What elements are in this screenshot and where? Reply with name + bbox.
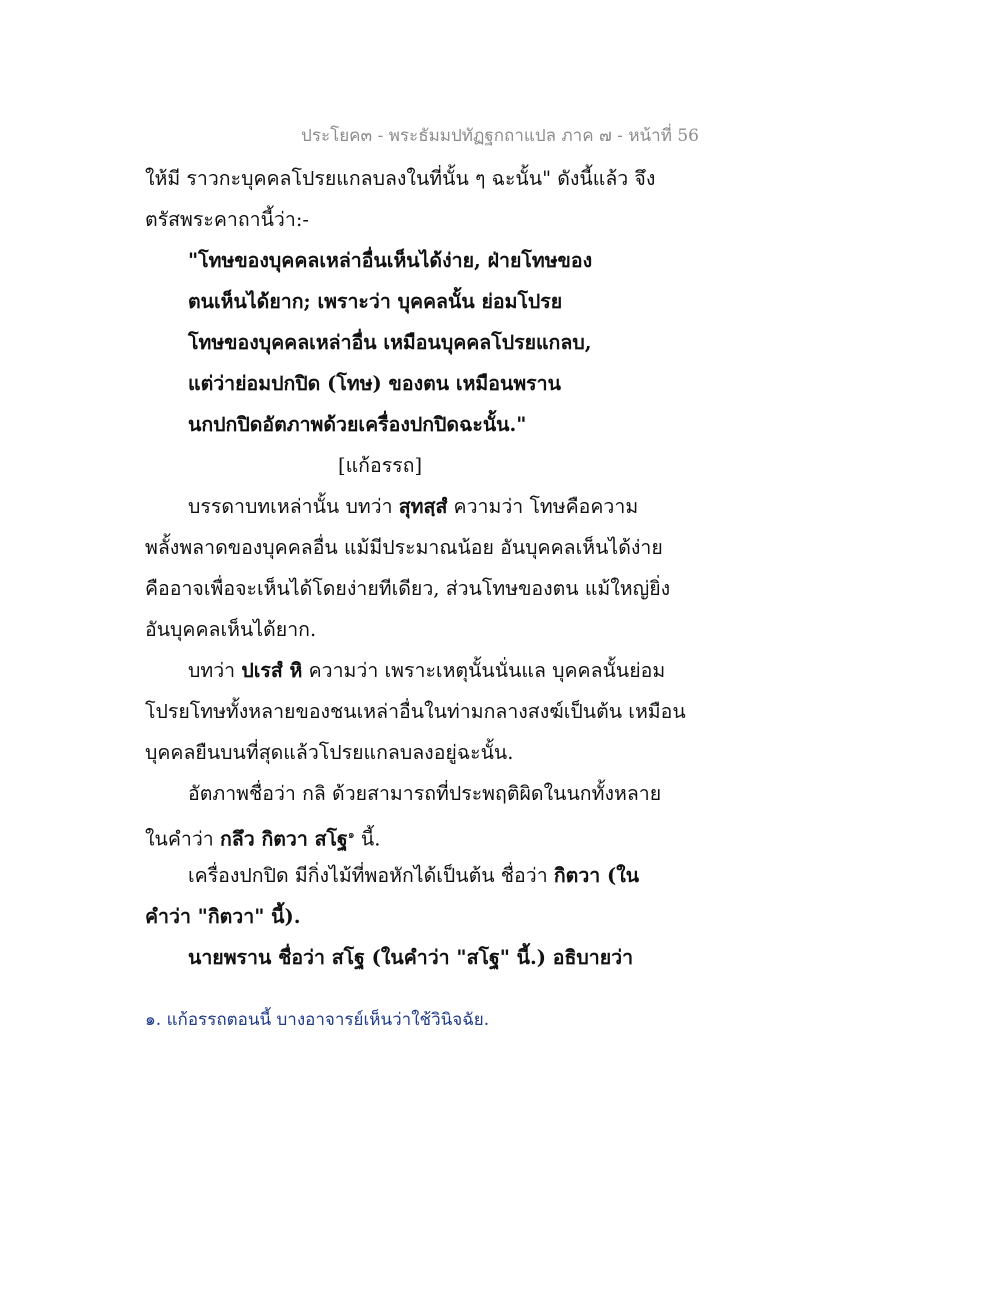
text-span: บทว่า [188, 659, 242, 682]
pali-term: สุทสฺสํ [398, 495, 448, 518]
text-span: เครื่องปกปิด มีกิ่งไม้ที่พอหักได้เป็นต้น ชื่อว่า [188, 864, 554, 887]
text-span: บรรดาบทเหล่านั้น บทว่า [188, 495, 399, 518]
verse-line: โทษของบุคคลเหล่าอื่น เหมือนบุคคลโปรยแกลบ, [188, 331, 592, 354]
verse-line: นกปกปิดอัตภาพด้วยเครื่องปกปิดฉะนั้น." [188, 413, 527, 436]
paragraph-line: คืออาจเพื่อจะเห็นได้โดยง่ายทีเดียว, ส่วนโทษของตน แม้ใหญ่ยิ่ง [145, 577, 671, 600]
pali-term: คำว่า "กิตวา" นี้). [145, 905, 301, 928]
paragraph-line [145, 486, 685, 527]
verse-line: "โทษของบุคคลเหล่าอื่นเห็นได้ง่าย, ฝ่ายโทษของ [188, 249, 593, 272]
text-span: นี้. [354, 827, 381, 851]
text-line: ตรัสพระคาถานี้ว่า:- [145, 208, 309, 231]
body-text [145, 158, 685, 978]
footnote-marker[interactable]: ๑ [347, 828, 355, 841]
text-span: ในคำว่า [145, 827, 220, 851]
text-span: ความว่า โทษคือความ [447, 495, 639, 518]
verse-line: แต่ว่าย่อมปกปิด (โทษ) ของตน เหมือนพราน [188, 372, 561, 395]
paragraph-line [145, 896, 685, 937]
paragraph-line: โปรยโทษทั้งหลายของชนเหล่าอื่นในท่ามกลางสงฆ์เป็นต้น เหมือน [145, 700, 686, 723]
footnote: ๑. แก้อรรถตอนนี้ บางอาจารย์เห็นว่าใช้วินิจฉัย. [145, 1010, 490, 1030]
text-line: ให้มี ราวกะบุคคลโปรยแกลบลงในที่นั้น ๆ ฉะนั้น" ดังนี้แล้ว จึง [145, 167, 656, 190]
paragraph-line: อัตภาพชื่อว่า กลิ ด้วยสามารถที่ประพฤติผิดในนกทั้งหลาย [188, 782, 662, 805]
running-header: ประโยค๓ - พระธัมมปทัฏฐกถาแปล ภาค ๗ - หน้าที่ 56 [301, 126, 699, 146]
section-heading: [แก้อรรถ] [338, 454, 423, 477]
pali-term: กิตวา (ใน [553, 864, 640, 887]
pali-term: กลึว กิตวา สโฐ [219, 827, 348, 851]
verse-line: ตนเห็นได้ยาก; เพราะว่า บุคคลนั้น ย่อมโปรย [188, 290, 563, 313]
paragraph-line: อันบุคคลเห็นได้ยาก. [145, 618, 317, 641]
paragraph-line [145, 855, 685, 896]
paragraph-line [145, 937, 685, 978]
paragraph-line [145, 814, 685, 855]
bold-text: นายพราน ชื่อว่า สโฐ (ในคำว่า "สโฐ" นี้.) อธิบายว่า [188, 946, 634, 969]
paragraph-line: บุคคลยืนบนที่สุดแล้วโปรยแกลบลงอยู่ฉะนั้น. [145, 741, 514, 764]
pali-term: ปเรสํ หิ [241, 659, 303, 682]
paragraph-line [145, 650, 685, 691]
paragraph-line: พลั้งพลาดของบุคคลอื่น แม้มีประมาณน้อย อันบุคคลเห็นได้ง่าย [145, 536, 663, 559]
text-span: ความว่า เพราะเหตุนั้นนั่นแล บุคคลนั้นย่อม [302, 659, 666, 682]
